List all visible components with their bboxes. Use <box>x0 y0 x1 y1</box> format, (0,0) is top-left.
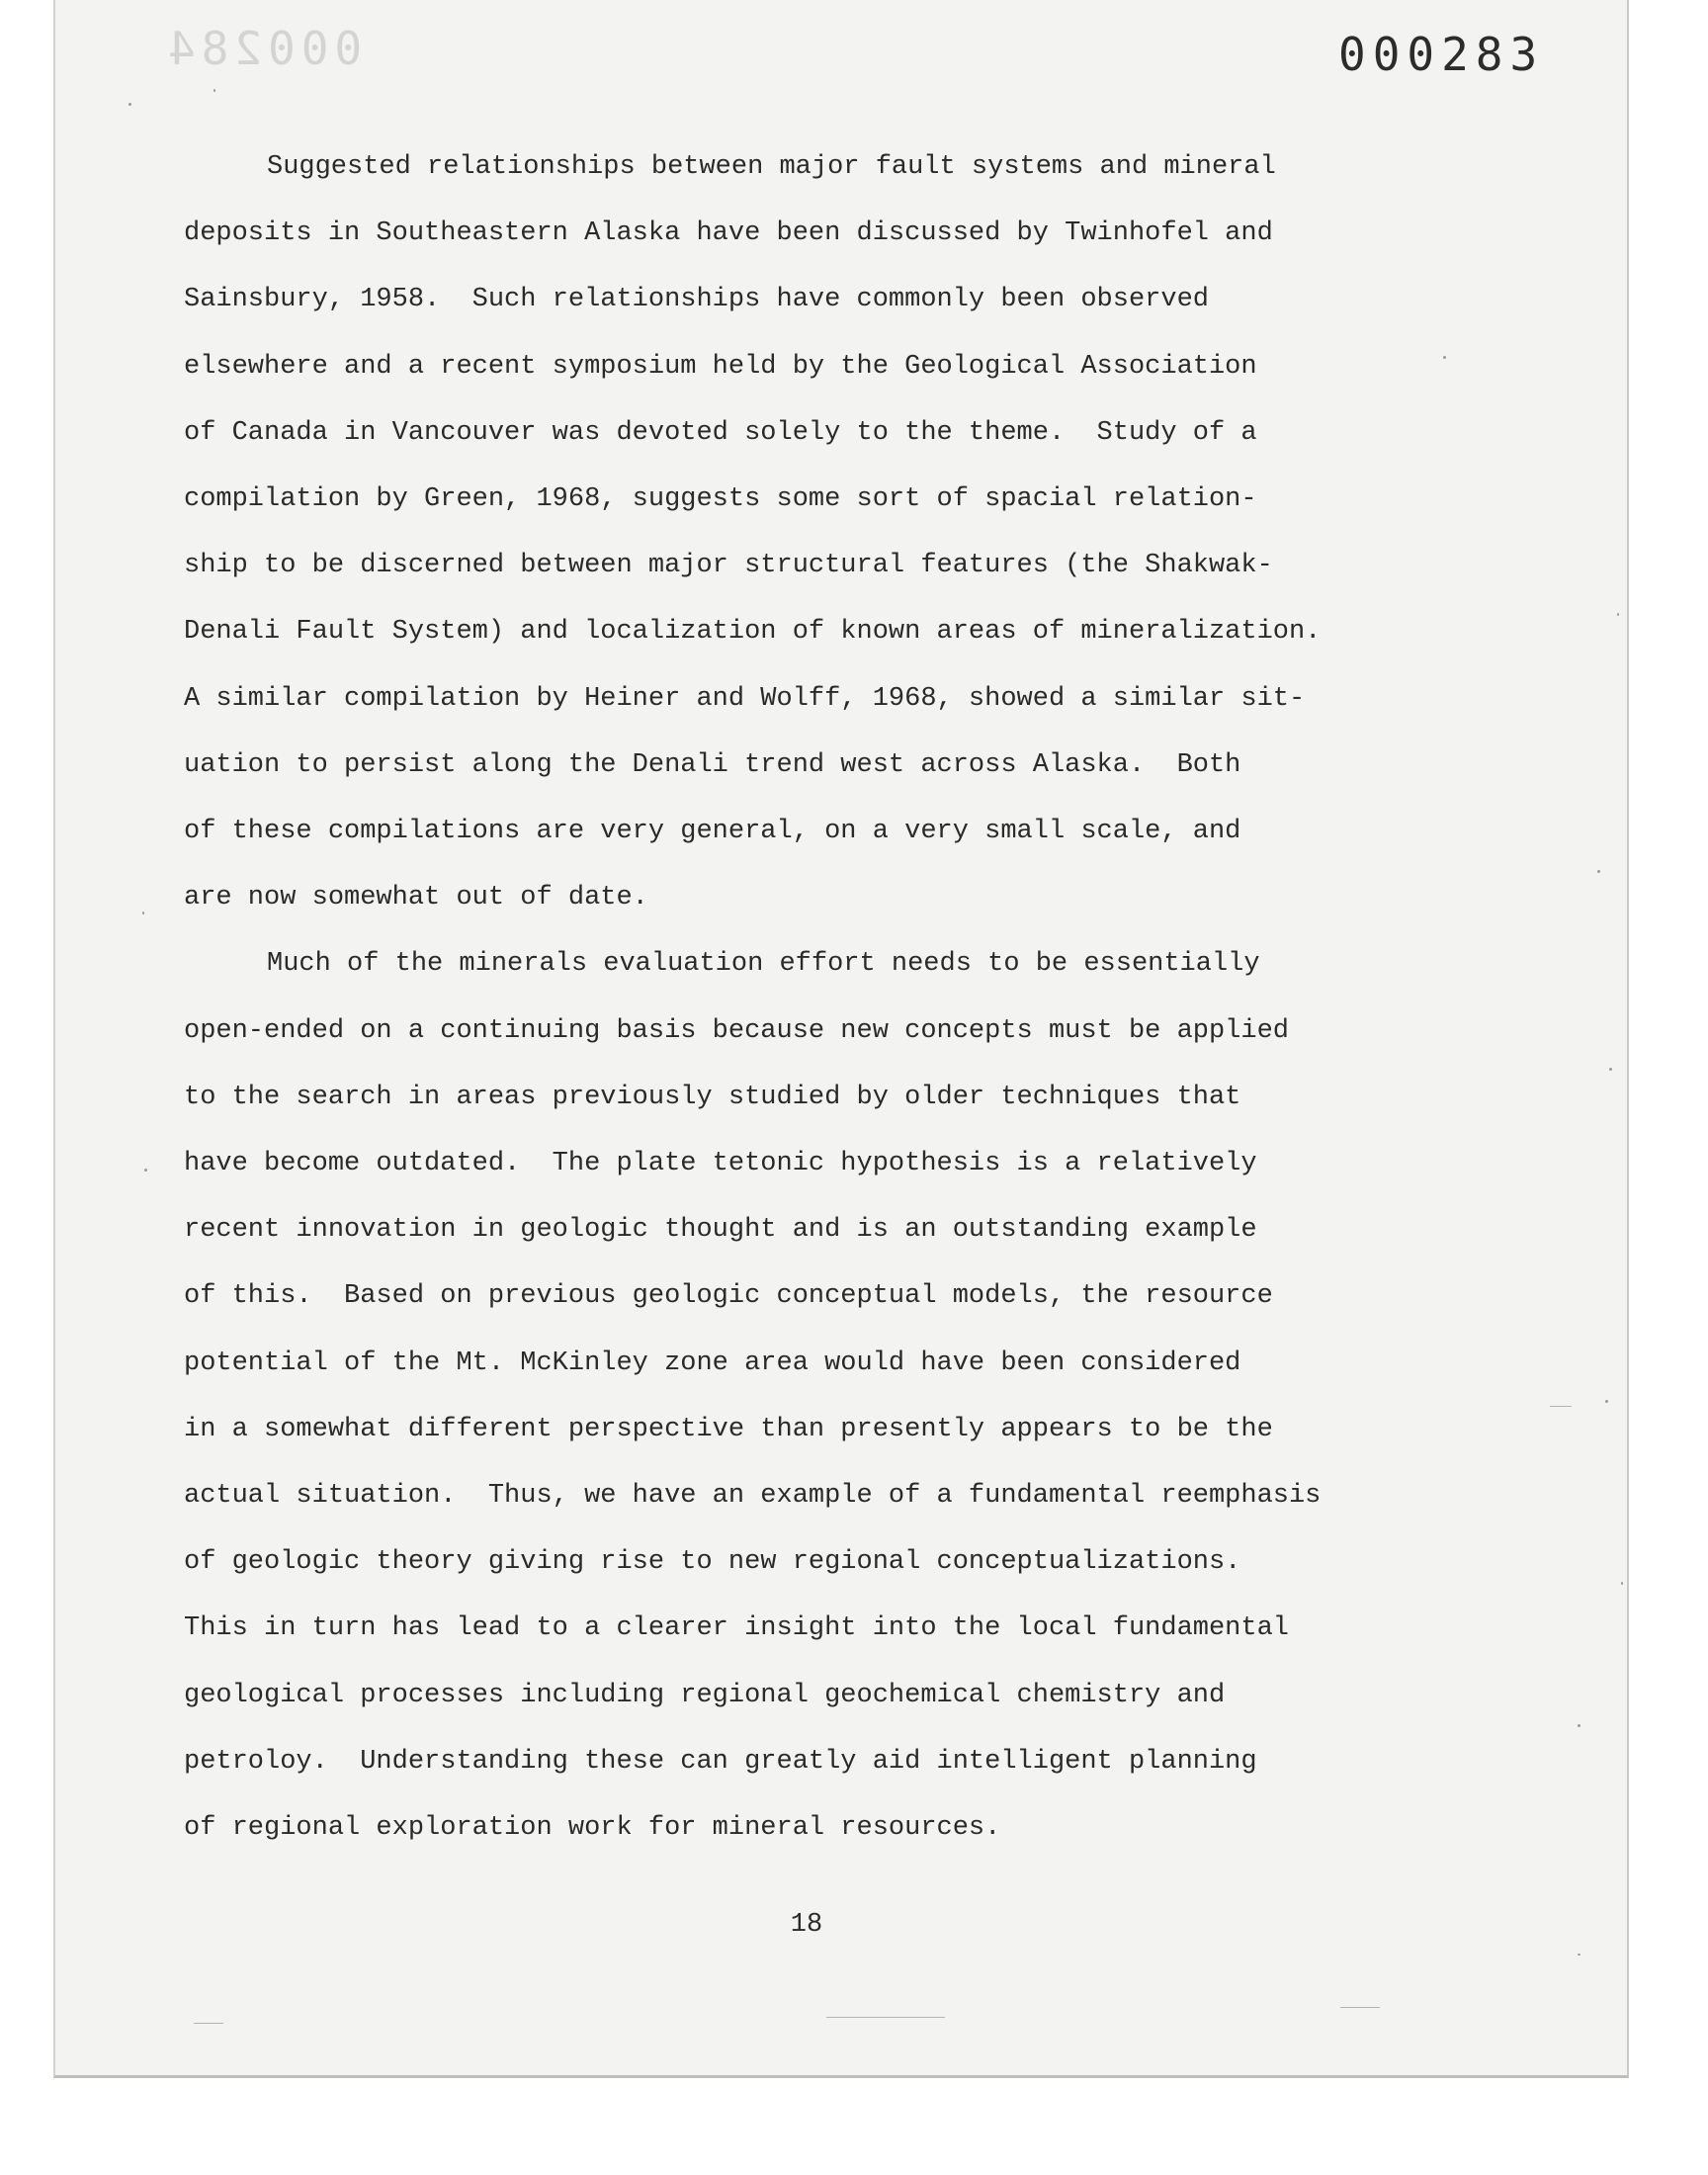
scan-speck <box>1621 1582 1623 1585</box>
text-line: Suggested relationships between major fault systems and mineral <box>267 152 1276 182</box>
text-line: geological processes including regional geochemical chemistry and <box>184 1680 1226 1710</box>
text-line: of Canada in Vancouver was devoted solely to the theme. Study of a <box>184 417 1257 448</box>
text-line: potential of the Mt. McKinley zone area would have been considered <box>184 1348 1241 1378</box>
scan-speck <box>214 89 215 92</box>
text-line: open-ended on a continuing basis because new concepts must be applied <box>184 1015 1289 1046</box>
text-line: ship to be discerned between major structural features (the Shakwak- <box>184 551 1273 581</box>
scan-speck <box>1578 1954 1580 1956</box>
text-line: to the search in areas previously studied by older techniques that <box>184 1082 1241 1112</box>
text-line: petroloy. Understanding these can greatly aid intelligent planning <box>184 1746 1257 1777</box>
text-line: Denali Fault System) and localization of known areas of mineralization. <box>184 617 1322 648</box>
text-line: of regional exploration work for mineral resources. <box>184 1813 1001 1844</box>
text-line: deposits in Southeastern Alaska have been discussed by Twinhofel and <box>184 218 1273 249</box>
scan-mark <box>826 2017 945 2018</box>
text-line: Sainsbury, 1958. Such relationships have commonly been observed <box>184 285 1209 315</box>
text-line: compilation by Green, 1968, suggests some sort of spacial relation- <box>184 484 1257 515</box>
paragraph <box>184 134 1449 931</box>
scan-speck <box>1617 613 1619 616</box>
scan-speck <box>144 1169 147 1172</box>
document-stamp-number: 000283 <box>1338 28 1545 81</box>
document-page <box>53 0 1629 2078</box>
scan-mark <box>1550 1406 1572 1407</box>
scan-speck <box>1578 1724 1580 1727</box>
bleed-through-stamp: 000284 <box>162 22 363 75</box>
text-line: A similar compilation by Heiner and Wolff, 1968, showed a similar sit- <box>184 683 1306 714</box>
text-line: uation to persist along the Denali trend west across Alaska. Both <box>184 749 1241 780</box>
page-number: 18 <box>790 1910 823 1940</box>
text-line: actual situation. Thus, we have an example of a fundamental reemphasis <box>184 1481 1322 1512</box>
text-line: of this. Based on previous geologic conceptual models, the resource <box>184 1281 1273 1312</box>
text-line: recent innovation in geologic thought and is an outstanding example <box>184 1215 1257 1246</box>
scan-speck <box>1597 870 1600 873</box>
paragraph <box>184 931 1449 1862</box>
text-line: Much of the minerals evaluation effort needs to be essentially <box>267 949 1260 980</box>
text-line: elsewhere and a recent symposium held by the Geological Association <box>184 351 1257 382</box>
text-line: in a somewhat different perspective than presently appears to be the <box>184 1414 1273 1444</box>
scan-speck <box>128 103 131 106</box>
text-line: of geologic theory giving rise to new regional conceptualizations. <box>184 1547 1241 1578</box>
text-line: This in turn has lead to a clearer insight into the local fundamental <box>184 1613 1289 1644</box>
scan-mark <box>194 2023 223 2024</box>
text-line: have become outdated. The plate tetonic hypothesis is a relatively <box>184 1149 1257 1179</box>
scan-mark <box>1340 2007 1380 2008</box>
scan-speck <box>1609 1068 1612 1071</box>
scan-speck <box>142 912 144 914</box>
scan-speck <box>1605 1400 1608 1403</box>
text-line: of these compilations are very general, on a very small scale, and <box>184 817 1241 847</box>
text-line: are now somewhat out of date. <box>184 883 648 914</box>
document-body <box>184 134 1449 1862</box>
